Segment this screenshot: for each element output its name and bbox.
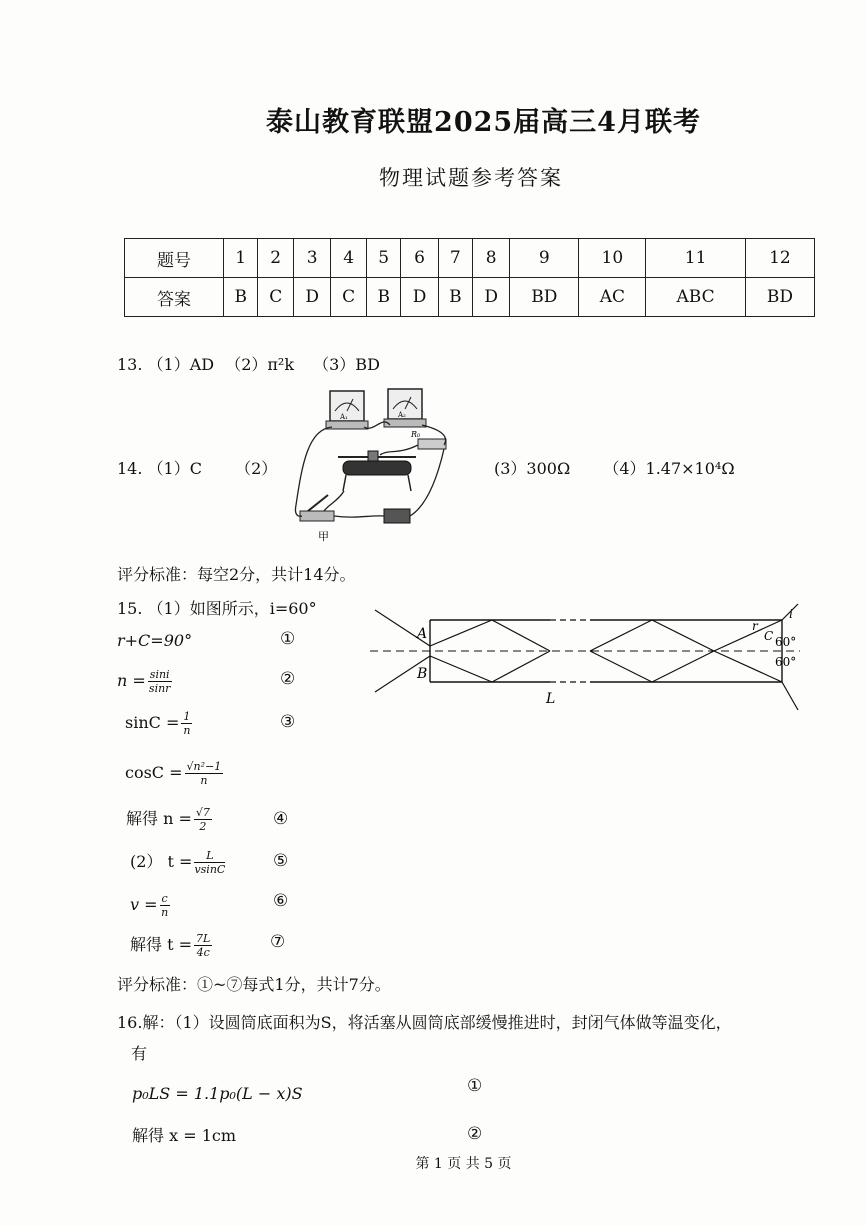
fiber-optics-diagram	[370, 600, 810, 720]
q14-label: 14.	[117, 459, 143, 478]
ammeter-a1-label: A₁	[340, 413, 348, 421]
table-cell: 1	[224, 239, 258, 278]
eq2-num: sini	[149, 668, 170, 681]
scoring-q15: 评分标准：①~⑦每式1分，共计7分。	[117, 975, 391, 994]
table-cell: AC	[579, 278, 646, 317]
answer-table	[124, 238, 815, 317]
switch	[300, 511, 334, 521]
table-cell: 2	[258, 239, 294, 278]
q15-marker-2: ②	[280, 669, 296, 689]
resistor-label: R₀	[411, 430, 421, 439]
table-cell: B	[224, 278, 258, 317]
q15-intro: （1）如图所示，i=60°	[147, 599, 317, 618]
eq6-lhs: (2） t =	[130, 852, 193, 871]
eq7-num: c	[161, 892, 168, 905]
page-footer: 第 1 页 共 5 页	[415, 1156, 512, 1172]
eq7-lhs: v =	[130, 895, 158, 914]
eq8-den: 4c	[196, 946, 210, 959]
table-cell: 8	[473, 239, 510, 278]
q15-intro-line	[117, 596, 317, 619]
q14-answers-right	[494, 456, 735, 479]
table-cell: ABC	[646, 278, 746, 317]
q13-line	[117, 352, 380, 375]
scoring-q13-14: 评分标准：每空2分，共计14分。	[117, 565, 356, 584]
table-cell: BD	[510, 278, 579, 317]
q13-part1: （1）AD	[147, 355, 215, 374]
table-cell: 3	[294, 239, 331, 278]
q14-part2: （2）	[235, 459, 278, 478]
table-cell: B	[367, 278, 401, 317]
q13-label: 13.	[117, 355, 143, 374]
eq2-den: sinr	[148, 682, 171, 695]
q16-eq1: p₀LS = 1.1p₀(L − x)S	[132, 1084, 303, 1103]
table-row-answers	[125, 278, 815, 317]
table-cell: C	[258, 278, 294, 317]
eq3-den: n	[183, 724, 191, 737]
q15-marker-6: ⑥	[273, 891, 289, 911]
q15-eq8	[130, 932, 212, 959]
table-cell: 6	[401, 239, 438, 278]
q14-part4: （4）1.47×10⁴Ω	[603, 459, 735, 478]
eq5-num: √7	[195, 806, 210, 819]
eq8-num: 7L	[196, 932, 211, 945]
q15-eq3	[125, 710, 192, 737]
label-c: C	[764, 629, 774, 643]
label-a: A	[417, 626, 428, 642]
q15-marker-1: ①	[280, 629, 296, 649]
q15-eq1: r+C=90°	[117, 631, 193, 650]
q15-marker-3: ③	[280, 712, 296, 732]
table-cell: 9	[510, 239, 579, 278]
q15-marker-4: ④	[273, 809, 289, 829]
table-cell: BD	[745, 278, 814, 317]
battery	[384, 509, 410, 523]
q16-eq2: 解得 x = 1cm	[132, 1126, 237, 1145]
table-cell: C	[331, 278, 367, 317]
q16-intro2: 有	[131, 1044, 148, 1063]
q16-marker-2: ②	[467, 1124, 483, 1144]
q14-line	[117, 456, 277, 479]
row-label-number: 题号	[125, 239, 224, 278]
page-subtitle: 物理试题参考答案	[379, 166, 563, 190]
eq8-lhs: 解得 t =	[130, 935, 193, 954]
q14-part1: （1）C	[147, 459, 202, 478]
resistor-r0	[418, 439, 446, 449]
q13-part3: （3）BD	[313, 355, 380, 374]
eq2-lhs: n =	[117, 671, 146, 690]
q14-part3: (3）300Ω	[494, 459, 571, 478]
table-row-numbers	[125, 239, 815, 278]
angle-60-a: 60°	[775, 635, 797, 649]
eq4-den: n	[200, 774, 208, 787]
table-cell: 4	[331, 239, 367, 278]
q15-eq5	[126, 806, 212, 833]
q15-eq6	[130, 849, 225, 876]
eq3-lhs: sinC =	[125, 713, 180, 732]
table-cell: 11	[646, 239, 746, 278]
rheostat	[343, 461, 411, 475]
q15-label: 15.	[117, 599, 143, 618]
eq7-den: n	[161, 906, 169, 919]
eq4-num: √n²−1	[186, 760, 222, 773]
circuit-diagram	[288, 385, 458, 545]
eq3-num: 1	[183, 710, 191, 723]
q15-eq2	[117, 668, 172, 695]
table-cell: 10	[579, 239, 646, 278]
q15-eq4	[125, 760, 223, 787]
q15-marker-5: ⑤	[273, 851, 289, 871]
label-l: L	[546, 691, 556, 707]
q15-marker-7: ⑦	[270, 932, 286, 952]
ammeter-a2-label: A₂	[398, 411, 406, 419]
table-cell: 12	[745, 239, 814, 278]
q13-part2: （2）π²k	[225, 355, 295, 374]
eq4-lhs: cosC =	[125, 763, 183, 782]
q15-eq7	[130, 892, 170, 919]
eq5-lhs: 解得 n =	[126, 809, 192, 828]
figure-caption: 甲	[318, 530, 329, 543]
table-cell: 7	[438, 239, 472, 278]
table-cell: D	[473, 278, 510, 317]
q16-marker-1: ①	[467, 1076, 483, 1096]
angle-60-b: 60°	[775, 655, 797, 669]
eq6-den: vsinC	[194, 863, 226, 876]
label-r: r	[752, 619, 758, 633]
row-label-answer: 答案	[125, 278, 224, 317]
label-i: i	[789, 607, 793, 621]
label-b: B	[417, 666, 428, 682]
table-cell: B	[438, 278, 472, 317]
eq5-den: 2	[199, 820, 207, 833]
table-cell: D	[401, 278, 438, 317]
eq6-num: L	[194, 849, 225, 863]
q16-intro: 16.解：（1）设圆筒底面积为S，将活塞从圆筒底部缓慢推进时，封闭气体做等温变化，	[117, 1013, 732, 1032]
page-title: 泰山教育联盟2025届高三4月联考	[266, 107, 701, 138]
table-cell: D	[294, 278, 331, 317]
table-cell: 5	[367, 239, 401, 278]
